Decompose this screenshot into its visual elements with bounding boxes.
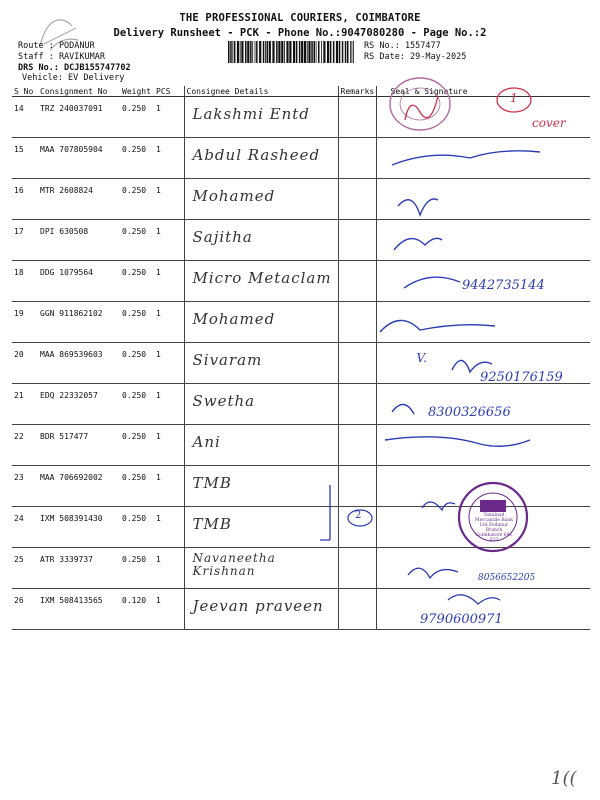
row-sno — [12, 343, 38, 384]
row-weight — [120, 179, 154, 220]
phone-note: 9790600971 — [420, 612, 503, 627]
consignee-name: Lakshmi Entd — [192, 105, 310, 123]
row-remarks — [338, 138, 376, 179]
row-weight — [120, 466, 154, 507]
row-signature — [376, 302, 590, 343]
row-remarks — [338, 466, 376, 507]
barcode-bar — [252, 41, 253, 63]
phone-note: 9250176159 — [480, 370, 563, 385]
barcode-bar — [350, 41, 351, 63]
rs-date: RS Date: 29-May-2025 — [364, 52, 467, 62]
row-remarks — [338, 548, 376, 589]
row-consignment-text: TRZ 240037091 — [40, 104, 103, 113]
barcode-bar — [232, 41, 233, 63]
row-weight-text: 0.250 — [122, 391, 147, 400]
row-weight — [120, 589, 154, 630]
consignee-name: Abdul Rasheed — [192, 146, 321, 164]
barcode-bar — [347, 41, 349, 63]
barcode-bar — [353, 41, 354, 63]
phone-note: 9442735144 — [462, 278, 545, 293]
row-consignment — [38, 302, 120, 343]
row-sno — [12, 507, 38, 548]
row-pcs-text: 1 — [156, 309, 161, 318]
row-remarks — [338, 97, 376, 138]
barcode-bar — [311, 41, 313, 63]
barcode-bar — [250, 41, 252, 63]
barcode-bar — [321, 41, 322, 63]
row-weight-text: 0.250 — [122, 227, 147, 236]
row-consignment — [38, 507, 120, 548]
row-weight-text: 0.250 — [122, 145, 147, 154]
barcode-bar — [247, 41, 249, 63]
row-consignee-details — [184, 343, 338, 384]
col-seal: Seal & Signature — [376, 86, 590, 97]
page-title: THE PROFESSIONAL COURIERS, COIMBATORE — [179, 12, 421, 24]
barcode-bar — [336, 41, 338, 63]
consignee-name: Micro Metaclam — [192, 269, 332, 287]
table-row — [12, 302, 590, 343]
row-remarks — [338, 589, 376, 630]
barcode-bar — [278, 41, 280, 63]
barcode-bar — [308, 41, 310, 63]
barcode-bar — [296, 41, 298, 63]
table-row — [12, 138, 590, 179]
row-pcs — [154, 425, 184, 466]
bank-stamp-text: Tamilnad Mercantile Bank Ltd Podanur Branch Coimbatore 641 023 — [475, 513, 513, 543]
barcode-bar — [289, 41, 291, 63]
table-row — [12, 179, 590, 220]
row-weight-text: 0.250 — [122, 555, 147, 564]
rs-number: RS No.: 1557477 — [364, 41, 441, 51]
barcode-bar — [256, 41, 258, 63]
barcode-bar — [307, 41, 308, 63]
signature-initial: V. — [416, 351, 427, 365]
row-pcs — [154, 589, 184, 630]
row-sno-text: 26 — [14, 596, 24, 605]
row-pcs-text: 1 — [156, 514, 161, 523]
row-consignment-text: DDG 1079564 — [40, 268, 93, 277]
table-row — [12, 425, 590, 466]
row-consignee-details — [184, 97, 338, 138]
route-label: Route : PODANUR — [18, 41, 95, 51]
consignee-name: Sajitha — [192, 228, 253, 246]
consignee-name: Ani — [192, 433, 221, 451]
row-remarks — [338, 220, 376, 261]
barcode-bar — [241, 41, 243, 63]
row-consignment-text: BDR 517477 — [40, 432, 89, 441]
row-sno-text: 24 — [14, 514, 24, 523]
barcode-bar — [330, 41, 332, 63]
row-consignee-details — [184, 548, 338, 589]
row-remarks — [338, 179, 376, 220]
phone-note: 8300326656 — [428, 405, 511, 420]
col-remarks: Remarks — [338, 86, 376, 97]
row-pcs — [154, 302, 184, 343]
row-pcs-text: 1 — [156, 186, 161, 195]
row-weight-text: 0.250 — [122, 186, 147, 195]
row-weight — [120, 384, 154, 425]
row-weight-text: 0.250 — [122, 350, 147, 359]
col-sno: S No — [12, 86, 38, 97]
row-pcs — [154, 343, 184, 384]
row-signature — [376, 466, 590, 507]
barcode-bar — [339, 41, 341, 63]
row-consignment-text: IXM 508391430 — [40, 514, 103, 523]
barcode-bar — [272, 41, 274, 63]
row-signature — [376, 425, 590, 466]
row-consignment — [38, 179, 120, 220]
col-consignment: Consignment No — [38, 86, 120, 97]
row-weight — [120, 261, 154, 302]
row-consignment — [38, 548, 120, 589]
row-pcs — [154, 138, 184, 179]
row-sno-text: 18 — [14, 268, 24, 277]
barcode-bar — [245, 41, 247, 63]
row-pcs-text: 1 — [156, 145, 161, 154]
row-remarks — [338, 261, 376, 302]
table-row — [12, 220, 590, 261]
row-signature — [376, 179, 590, 220]
barcode-bar — [228, 41, 230, 63]
row-pcs — [154, 261, 184, 302]
row-pcs-text: 1 — [156, 268, 161, 277]
row-sno — [12, 425, 38, 466]
row-sno — [12, 548, 38, 589]
row-pcs — [154, 220, 184, 261]
row-weight — [120, 302, 154, 343]
row-consignment-text: MAA 706692002 — [40, 473, 103, 482]
barcode-bar — [304, 41, 306, 63]
row-weight — [120, 343, 154, 384]
row-sno-text: 17 — [14, 227, 24, 236]
cover-note: cover — [532, 116, 566, 130]
phone-note: 8056652205 — [478, 573, 536, 583]
row-weight-text: 0.250 — [122, 268, 147, 277]
row-consignee-details — [184, 179, 338, 220]
row-pcs-text: 1 — [156, 391, 161, 400]
row-sno-text: 21 — [14, 391, 24, 400]
col-weight: Weight — [120, 86, 154, 97]
row-consignee-details — [184, 589, 338, 630]
barcode-bar — [259, 41, 261, 63]
row-consignment-text: MAA 707805904 — [40, 145, 103, 154]
barcode-bar — [301, 41, 303, 63]
row-consignment-text: ATR 3339737 — [40, 555, 93, 564]
circle-number: 1 — [510, 91, 518, 105]
row-sno — [12, 261, 38, 302]
row-pcs — [154, 507, 184, 548]
barcode-bar — [267, 41, 269, 63]
row-sno — [12, 179, 38, 220]
row-sno — [12, 138, 38, 179]
consignee-name: Jeevan praveen — [192, 597, 324, 615]
row-weight-text: 0.250 — [122, 104, 147, 113]
row-consignment — [38, 220, 120, 261]
row-consignment — [38, 261, 120, 302]
remark-number: 2 — [355, 510, 362, 521]
drs-number: DRS No.: DCJB155747702 — [18, 63, 131, 73]
barcode-bar — [263, 41, 265, 63]
row-sno-text: 19 — [14, 309, 24, 318]
barcode-bar — [265, 41, 266, 63]
consignee-name: Mohamed — [192, 310, 276, 328]
barcode-bar — [240, 41, 241, 63]
row-sno — [12, 384, 38, 425]
row-pcs-text: 1 — [156, 227, 161, 236]
row-sno-text: 16 — [14, 186, 24, 195]
barcode-bar — [230, 41, 232, 63]
row-remarks — [338, 343, 376, 384]
barcode-bar — [318, 41, 320, 63]
row-remarks — [338, 302, 376, 343]
table-row — [12, 466, 590, 507]
row-consignee-details — [184, 220, 338, 261]
row-consignment-text: MAA 869539603 — [40, 350, 103, 359]
row-pcs — [154, 548, 184, 589]
row-remarks — [338, 384, 376, 425]
row-consignment — [38, 138, 120, 179]
barcode-bar — [284, 41, 285, 63]
row-consignee-details — [184, 302, 338, 343]
barcode-bar — [281, 41, 283, 63]
row-weight — [120, 425, 154, 466]
barcode-bar — [293, 41, 295, 63]
row-consignee-details — [184, 507, 338, 548]
consignee-name: Navaneetha Krishnan — [192, 551, 276, 578]
row-weight-text: 0.250 — [122, 309, 147, 318]
row-consignment — [38, 97, 120, 138]
row-pcs-text: 1 — [156, 350, 161, 359]
row-consignment — [38, 343, 120, 384]
barcode-bar — [299, 41, 301, 63]
barcode-bar — [352, 41, 353, 63]
consignee-name: TMB — [192, 515, 232, 533]
barcode-bar — [269, 41, 271, 63]
row-pcs — [154, 179, 184, 220]
row-sno-text: 14 — [14, 104, 24, 113]
barcode-bar — [255, 41, 256, 63]
row-consignment — [38, 466, 120, 507]
runsheet-table — [12, 86, 590, 630]
consignee-name: Mohamed — [192, 187, 276, 205]
row-consignment-text: GGN 911862102 — [40, 309, 103, 318]
barcode-bar — [234, 41, 236, 63]
row-sno-text: 23 — [14, 473, 24, 482]
row-weight — [120, 138, 154, 179]
vehicle-label: Vehicle: EV Delivery — [22, 73, 125, 83]
row-remarks — [338, 425, 376, 466]
row-weight-text: 0.120 — [122, 596, 147, 605]
row-consignee-details — [184, 466, 338, 507]
row-pcs — [154, 97, 184, 138]
row-consignment — [38, 425, 120, 466]
row-pcs-text: 1 — [156, 104, 161, 113]
row-pcs-text: 1 — [156, 555, 161, 564]
barcode-bar — [345, 41, 347, 63]
barcode-bar — [333, 41, 335, 63]
barcode-bar — [314, 41, 316, 63]
consignee-name: Swetha — [192, 392, 256, 410]
barcode-bar — [316, 41, 317, 63]
row-sno — [12, 466, 38, 507]
barcode-bar — [327, 41, 329, 63]
table-header-row — [12, 86, 590, 97]
col-pcs: PCS — [154, 86, 184, 97]
row-sno — [12, 302, 38, 343]
row-consignee-details — [184, 425, 338, 466]
row-pcs-text: 1 — [156, 432, 161, 441]
row-signature — [376, 220, 590, 261]
barcode — [228, 41, 356, 63]
row-weight — [120, 507, 154, 548]
row-weight-text: 0.250 — [122, 514, 147, 523]
row-pcs-text: 1 — [156, 473, 161, 482]
consignee-name: TMB — [192, 474, 232, 492]
row-sno-text: 22 — [14, 432, 24, 441]
row-weight-text: 0.250 — [122, 432, 147, 441]
row-consignment — [38, 589, 120, 630]
row-pcs — [154, 384, 184, 425]
row-sno-text: 15 — [14, 145, 24, 154]
page-subtitle: Delivery Runsheet - PCK - Phone No.:9047080280 - Page No.:2 — [113, 27, 487, 39]
row-consignment-text: MTR 2608824 — [40, 186, 93, 195]
row-weight — [120, 97, 154, 138]
row-pcs-text: 1 — [156, 596, 161, 605]
staff-label: Staff : RAVIKUMAR — [18, 52, 105, 62]
barcode-bar — [237, 41, 239, 63]
table-row — [12, 97, 590, 138]
row-sno — [12, 220, 38, 261]
row-weight — [120, 220, 154, 261]
barcode-bar — [276, 41, 278, 63]
row-consignment-text: EDQ 22332057 — [40, 391, 98, 400]
consignee-name: Sivaram — [192, 351, 263, 369]
row-weight-text: 0.250 — [122, 473, 147, 482]
row-consignment — [38, 384, 120, 425]
row-consignment-text: IXM 508413565 — [40, 596, 103, 605]
row-weight — [120, 548, 154, 589]
barcode-bar — [342, 41, 344, 63]
row-consignee-details — [184, 261, 338, 302]
row-pcs — [154, 466, 184, 507]
row-sno-text: 20 — [14, 350, 24, 359]
row-consignee-details — [184, 384, 338, 425]
row-sno — [12, 589, 38, 630]
row-consignee-details — [184, 138, 338, 179]
barcode-bar — [286, 41, 288, 63]
row-sno-text: 25 — [14, 555, 24, 564]
barcode-bar — [323, 41, 325, 63]
table-row — [12, 589, 590, 630]
row-signature — [376, 138, 590, 179]
row-consignment-text: DPI 630508 — [40, 227, 89, 236]
col-details: Consignee Details — [184, 86, 338, 97]
row-sno — [12, 97, 38, 138]
page-mark: 1(( — [551, 768, 577, 789]
